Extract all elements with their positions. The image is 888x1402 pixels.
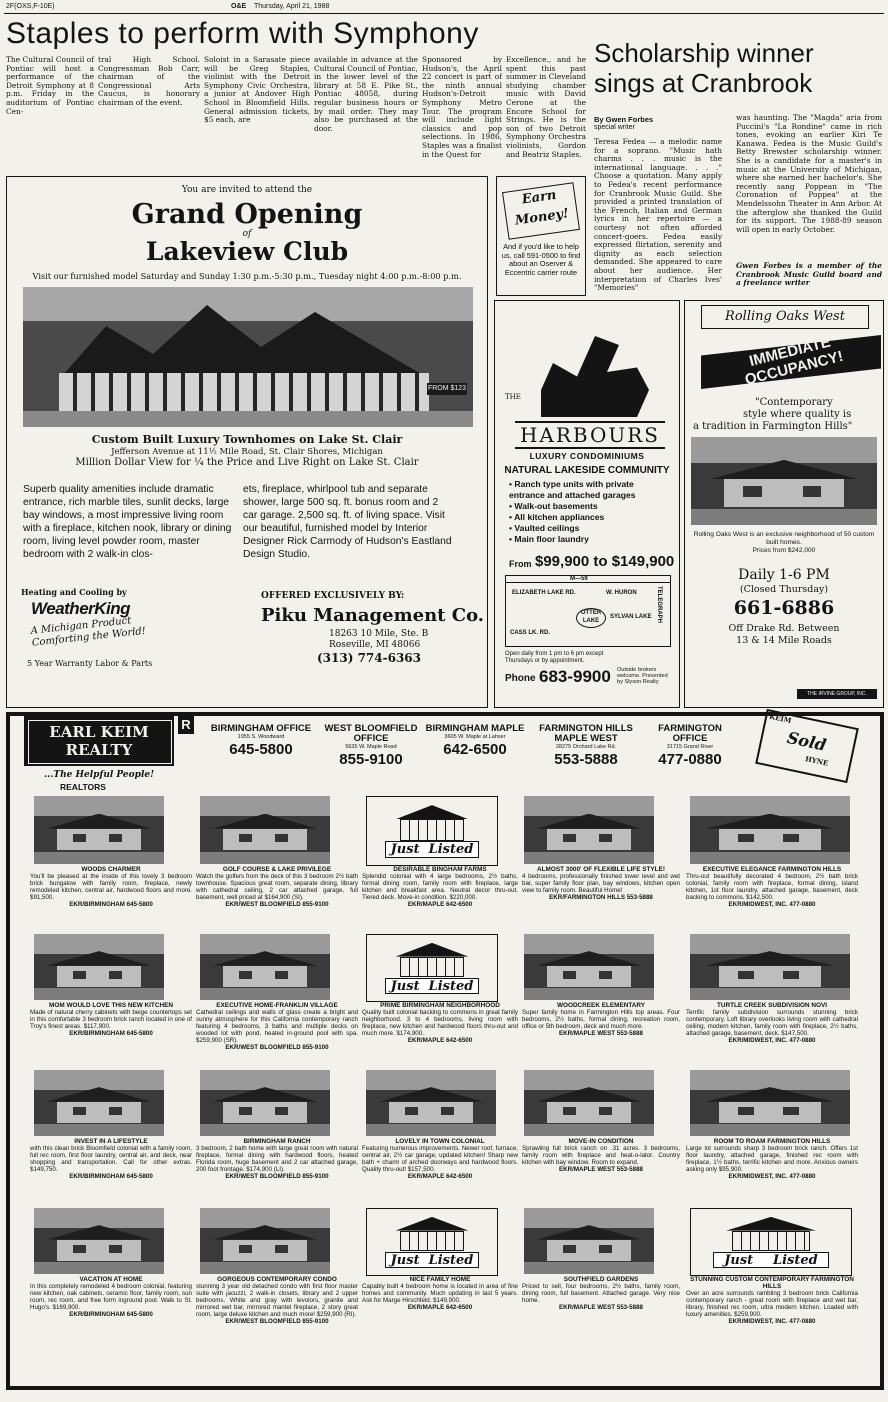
map-label: M—59 xyxy=(570,576,588,582)
just-listed-graphic: Just Listed xyxy=(690,1208,852,1276)
rolling-directions-2: 13 & 14 Mile Roads xyxy=(736,635,832,646)
harbours-logo: HARBOURS xyxy=(515,421,665,449)
model-price-sign: FROM $123 xyxy=(427,383,467,395)
listing-caption: ROOM TO ROAM FARMINGTON HILLS Large lot surrounds sharp 3 bedroom brick ranch. Offers 1st floor laundry, attached garage, finished rec room with fireplace, 1½ baths, terrific kitchen and more. Anxious owners asking only $95,900. EKR/MIDWEST, INC. 477-0880 xyxy=(686,1138,858,1180)
listing-caption: MOVE-IN CONDITION Sprawling full brick ranch on .31 acres. 3 bedrooms, family room with fireplace and heat-o-lator. Country kitchen with bay window. Room to expand. EKR/MAPLE WEST 553-5888 xyxy=(522,1138,680,1173)
sold-sign-bottom: HYNE xyxy=(804,754,830,768)
rolling-tag-3: a tradition in Farmington Hills" xyxy=(693,421,853,432)
lakeview-body-1: Superb quality amenities include dramatic entrance, rich marble tiles, sunlit decks, large bay windows, a most impressive living room with a fireplace, kitchen nook, library or dining room, living level powder room, master bedroom with 2 walk-in clos- xyxy=(23,484,232,560)
listing-photo xyxy=(524,1208,654,1274)
realtor-r-icon: R xyxy=(178,716,194,734)
rolling-daily: Daily 1-6 PM xyxy=(738,567,830,583)
map-label: ELIZABETH LAKE RD. xyxy=(512,590,576,596)
scholarship-headline-1: Scholarship winner xyxy=(594,38,814,68)
listing-caption: INVEST IN A LIFESTYLE with this clean brick Bloomfield colonial with a family room, full rec room, first floor laundry, central air, and deck, near shopping and transportation. Call for other extras. $149,750. EKR/BIRMINGHAM 645-5800 xyxy=(30,1138,192,1180)
harbours-map xyxy=(505,575,671,647)
lakeview-body-2: ets, fireplace, whirlpool tub and separate shower, large 500 sq. ft. bonus room and 2 car garage. 2,500 sq. ft. of living space. Visit our beautiful, furnished model by Interior Designer Rick Carmody of Hudson's Eastland Design Studio. xyxy=(243,484,452,560)
listing-photo xyxy=(34,934,164,1000)
listing-photo xyxy=(524,934,654,1000)
harbours-open: Open daily from 1 pm to 6 pm except Thursdays or by appointment. xyxy=(505,651,604,664)
symphony-col-6: Excellence., and he spent this past summer in Cleveland studying chamber music with David Cerone at the Encore School for Strings. He is the son of two Detroit Symphony Orchestra violinists, Gordon and Beatriz Staples. xyxy=(506,55,586,159)
lakeview-hours: Visit our furnished model Saturday and Sunday 1:30 p.m.-5:30 p.m., Tuesday night 4:00 p.m.-8:00 p.m. xyxy=(32,271,462,281)
listing-photo xyxy=(200,1070,330,1136)
listing-caption: STUNNING CUSTOM CONTEMPORARY FARMINGTON HILLS Over an acre surrounds rambling 3 bedroom brick California contemporary ranch - great room with fireplace and wet bar, library, finished rec room, ultra modern kitchen. Loaded with luxury amenities. $259,900. EKR/MIDWEST, INC. 477-0880 xyxy=(686,1276,858,1325)
earn-money-logo: Earn Money! xyxy=(502,182,580,240)
listing-photo xyxy=(690,796,850,864)
harbours-feature: • All kitchen appliances xyxy=(509,512,605,522)
listing-caption: MOM WOULD LOVE THIS NEW KITCHEN Made of natural cherry cabinets with beige countertops set in this comfortable 3 bedroom brick ranch located in one of Troy's finest areas. $117,900. EKR/BIRMINGHAM 645-5800 xyxy=(30,1002,192,1037)
listing-caption: DESIRABLE BINGHAM FARMS Splendid colonial with 4 large bedrooms, 2½ baths, formal dining room, family room with fireplace, large kitchen and breakfast area. Neutral decor thru-out. Tiered deck. Move-in condition. $220,000. EKR/MAPLE 642-6500 xyxy=(362,866,518,908)
listing-caption: LOVELY IN TOWN COLONIAL Featuring numerous improvements. Newer roof, furnace, central air, 2½ car garage, updated kitchen! Sharp new bath + charm of arched doorways and hardwood floors. Quality thru-out! $157,500. EKR/MAPLE 642-6500 xyxy=(362,1138,518,1180)
listing-photo xyxy=(690,1070,850,1136)
page-folio: 2F(OXS,F-10E) xyxy=(6,3,55,10)
harbours-features xyxy=(509,479,669,545)
listing-caption: EXECUTIVE ELEGANCE FARMINGTON HILLS Thru-out beautifully decorated 4 bedroom, 2½ bath brick colonial, family room with fireplace, formal dining, island kitchen, 1st floor laundry, attached garage, basement, deck backing to commons. $142,500. EKR/MIDWEST, INC. 477-0880 xyxy=(686,866,858,908)
harbours-brokers: Outside brokers welcome. Presented by Slyson Realty xyxy=(617,667,668,686)
listing-photo xyxy=(34,1208,164,1274)
harbours-price: $99,900 to $149,900 xyxy=(535,553,675,570)
map-label: OTTER LAKE xyxy=(576,608,606,628)
listing-caption: NICE FAMILY HOME Capably built 4 bedroom home is located in area of fine homes and community. Much updating in last 5 years. Ask for Marge Hirschfeld. $149,900. EKR/MAPLE 642-6500 xyxy=(362,1276,518,1311)
listing-photo xyxy=(366,1070,496,1136)
scholarship-role: special writer xyxy=(594,124,635,131)
symphony-headline: Staples to perform with Symphony xyxy=(6,17,479,50)
listing-caption: WOODCREEK ELEMENTARY Super family home in Farmington Hills top areas. Four bedrooms, 2½ baths, formal dining, recreation room, office or 5th bedroom, deck and much more. EKR/MAPLE WEST 553-5888 xyxy=(522,1002,680,1037)
listing-photo xyxy=(200,796,330,864)
scholarship-col-b: was haunting. The "Magda" aria from Puccini's "La Rondine" came in rich tones, evoking an earlier Kiri Te Kanawa. Fedea is the Music Guild's Betty Brewster scholarship winner. She is a candidate for a master's in music at the University of Michigan, where she earned her bachelor's. She recently sang Poppean in "The Coronation of Poppea" at the Mendelssohn Theater in Ann Arbor. At the afterglow she thanked the Guild for its support. The 1988-89 season will open in early October. xyxy=(736,113,882,234)
page-header xyxy=(6,3,882,12)
irvine-group-logo: THE IRVINE GROUP, INC. xyxy=(797,689,877,699)
lakeview-subhead-1: Custom Built Luxury Townhomes on Lake St. Clair xyxy=(91,433,403,446)
harbours-the: THE xyxy=(505,393,521,401)
header-rule xyxy=(4,13,884,14)
sold-sign-top: KEIM xyxy=(768,711,793,726)
earl-tagline: ...The Helpful People! xyxy=(44,770,155,780)
harbours-phone-label: Phone xyxy=(505,673,536,684)
symphony-col-1: The Cultural Council of Pontiac will host a performance of the Detroit Symphony at 8 p.m. Friday in the auditorium of Pontiac Cen- xyxy=(6,55,94,116)
office-farmington-hills: FARMINGTON HILLS MAPLE WEST 28275 Orchard Lake Rd. 553-5888 xyxy=(539,723,633,768)
office-birmingham: BIRMINGHAM OFFICE 1955 S. Woodward 645-5800 xyxy=(210,723,312,758)
earl-keim-name: EARL KEIM xyxy=(49,723,149,741)
listing-caption: SOUTHFIELD GARDENS Priced to sell, four bedrooms, 2½ baths, family room, dining room, full basement. Attached garage. Very nice home. EKR/MAPLE WEST 553-5888 xyxy=(522,1276,680,1311)
piku-address-1: 18263 10 Mile, Ste. B xyxy=(329,629,429,639)
earl-keim-logo xyxy=(24,716,174,766)
listing-photo xyxy=(34,1070,164,1136)
harbours-subtitle: LUXURY CONDOMINIUMS xyxy=(529,451,645,461)
lakeview-of: of xyxy=(242,229,252,239)
issue-date: Thursday, April 21, 1988 xyxy=(254,3,330,10)
occupancy-text: IMMEDIATE OCCUPANCY! xyxy=(743,333,845,389)
scholarship-byline: By Gwen Forbes xyxy=(594,115,654,124)
warranty-text: 5 Year Warranty Labor & Parts xyxy=(27,659,153,668)
map-label: TELEGRAPH xyxy=(656,586,662,624)
rolling-directions-1: Off Drake Rd. Between xyxy=(728,623,840,634)
rolling-tag-1: "Contemporary xyxy=(755,397,833,408)
townhomes-photo xyxy=(23,287,473,427)
office-birmingham-maple: BIRMINGHAM MAPLE 3605 W. Maple at Lahser 642-6500 xyxy=(425,723,525,758)
weatherking-logo: WeatherKing xyxy=(31,599,131,618)
listing-photo xyxy=(200,1208,330,1274)
listing-caption: EXECUTIVE HOME-FRANKLIN VILLAGE Cathedral ceilings and walls of glass create a bright and sunny atmosphere for this California contemporary ranch featuring 4 bedrooms, 3 baths and multiple decks on wooded lot with pond, heated in-ground pool with spa. $259,900 (SR). EKR/WEST BLOOMFIELD 855-9100 xyxy=(196,1002,358,1051)
listing-caption: BIRMINGHAM RANCH 3 bedroom, 2 bath home with large great room with natural fireplace, formal dining with hardwood floors, heated Florida room, huge basement and 2 car attached garage, 200 foot frontage. $174,900 (LI). EKR/WEST BLOOMFIELD 855-9100 xyxy=(196,1138,358,1180)
listing-caption: VACATION AT HOME In this completely remodeled 4 bedroom colonial, featuring new kitchen, oak cabinets, ceramic floor, family room, sun room, rec room, and free form inground pool. Walk to St. Hugo's. $169,900. EKR/BIRMINGHAM 645-5800 xyxy=(30,1276,192,1318)
rolling-prices: Prices from $242,000 xyxy=(752,547,816,554)
rolling-closed: (Closed Thursday) xyxy=(739,584,829,595)
scholarship-note: Gwen Forbes is a member of the Cranbrook Music Guild board and a freelance writer xyxy=(736,261,882,288)
rolling-oaks-logo: Rolling Oaks West xyxy=(701,305,869,329)
listing-photo xyxy=(524,796,654,864)
just-listed-graphic: Just Listed xyxy=(366,934,498,1002)
just-listed-graphic: Just Listed xyxy=(366,796,498,866)
map-label: W. HURON xyxy=(606,590,637,596)
listing-photo xyxy=(200,934,330,1000)
earl-realtors: REALTORS xyxy=(60,782,106,792)
harbours-feature: • Vaulted ceilings xyxy=(509,523,580,533)
symphony-col-5: Sponsored by Hudson's, the April 22 concert is part of the ninth annual Hudson's-Detroit Symphony Metro Tour. The program will include light classics and pop selections. In 1986, Staples was a finalist in the Quest for xyxy=(422,55,502,159)
symphony-col-3: Soloist in a Sarasate piece will be Greg Staples, violinist with the Detroit Symphony Civic Orchestra, a junior at Andover High School in Bloomfield Hills. General admission tickets, $5 each, are xyxy=(204,55,310,125)
harbours-community: NATURAL LAKESIDE COMMUNITY xyxy=(504,465,670,476)
rolling-oaks-ad xyxy=(684,300,884,708)
listing-caption: WOODS CHARMER You'll be pleased at the inside of this lovely 3 bedroom brick bungalow with family room, fireplace, newly remodeled kitchen, central air, hardwood floors and more. $91,500. EKR/BIRMINGHAM 645-5800 xyxy=(30,866,192,908)
carrier-text: And if you'd like to help us, call 591-0500 to find about an Oserver & Eccentric carrier route xyxy=(501,242,581,277)
earl-keim-realty: REALTY xyxy=(65,741,133,759)
rolling-tag-2: style where quality is xyxy=(743,409,852,420)
listing-caption: ALMOST 3000' OF FLEXIBLE LIFE STYLE! 4 bedrooms, professionally finished lower level and wet bar, super family floor plan, bay windows, kitchen open view to family room. Beautiful Home! EKR/FARMINGTON HILLS 553-5888 xyxy=(522,866,680,901)
listing-caption: TURTLE CREEK SUBDIVISION NOVI Terrific family subdivision surrounds stunning brick contemporary. Loft library overlooks living room with cathedral ceiling, modern kitchen, family room with fireplace, 2½ baths, attached garage, basement, deck. $147,500. EKR/MIDWEST, INC. 477-0880 xyxy=(686,1002,858,1044)
harbours-feature: • Walk-out basements xyxy=(509,501,598,511)
listing-caption: GOLF COURSE & LAKE PRIVILEGE Watch the golfers from the deck of this 3 bedroom 2½ bath townhouse. Spacious great room, separate dining, library with cathedral ceiling, 2 car attached garage, full basement, well priced at $164,900 (SI). EKR/WEST BLOOMFIELD 855-9100 xyxy=(196,866,358,908)
paper-name: O&E xyxy=(231,3,247,10)
office-west-bloomfield: WEST BLOOMFIELD OFFICE 5635 W. Maple Road 855-9100 xyxy=(324,723,418,768)
map-label: SYLVAN LAKE xyxy=(610,614,652,620)
map-label: CASS LK. RD. xyxy=(510,630,551,636)
sold-sign-sold: Sold xyxy=(785,727,829,755)
piku-company: Piku Management Co. xyxy=(261,605,485,626)
carrier-box xyxy=(496,176,586,296)
lakeview-subhead-3: Million Dollar View for ¼ the Price and Live Right on Lake St. Clair xyxy=(75,457,419,468)
symphony-col-2: tral High School. Congressman Bob Carr, chairman of the Congressional Arts Caucus, is honorary chairman of the event. xyxy=(98,55,200,107)
lakeview-title-1: Grand Opening xyxy=(131,199,363,230)
listing-caption: PRIME BIRMINGHAM NEIGHBORHOOD Quality built colonial backing to commons in great family neighborhood. 3 to 4 bedrooms, living room with fireplace, new kitchen and hardwood floors thru-out and much more. $174,900. EKR/MAPLE 642-6500 xyxy=(362,1002,518,1044)
lakeview-invite: You are invited to attend the xyxy=(181,185,313,195)
listing-photo xyxy=(524,1070,654,1136)
lakeview-club-ad xyxy=(6,176,488,708)
weatherking-slogan: A Michigan Product Comforting the World! xyxy=(30,615,147,649)
listing-photo xyxy=(690,934,850,1000)
piku-address-2: Roseville, MI 48066 xyxy=(329,640,421,650)
listing-photo xyxy=(34,796,164,864)
offered-label: OFFERED EXCLUSIVELY BY: xyxy=(261,591,405,601)
listing-caption: GORGEOUS CONTEMPORARY CONDO stunning 3 year old detached condo with first floor master suite with jacuzzi, 2 walk-in closets, library and 2 upper bedrooms. White and gray with levolors, granite and mirrored wet bar, mirrored mantel fireplace, 2 story great room, large deluxe kitchen and much more! $259,900 (RI). EKR/WEST BLOOMFIELD 855-9100 xyxy=(196,1276,358,1325)
harbours-phone: 683-9900 xyxy=(539,667,611,686)
heating-label: Heating and Cooling by xyxy=(21,587,127,597)
office-farmington: FARMINGTON OFFICE 31715 Grand River 477-0880 xyxy=(658,723,722,768)
lakeview-title-2: Lakeview Club xyxy=(145,237,349,266)
rolling-desc: Rolling Oaks West is an exclusive neighborhood of 50 custom built homes. xyxy=(693,531,875,546)
harbours-feature: • Main floor laundry xyxy=(509,534,589,544)
lakeview-subhead-2: Jefferson Avenue at 11½ Mile Road, St. Clair Shores, Michigan xyxy=(111,447,383,457)
harbours-price-from: From xyxy=(509,559,532,569)
harbours-feature: • Ranch type units with private entrance and attached garages xyxy=(509,479,636,500)
symphony-col-4: available in advance at the Cultural Council of Pontiac, in the lower level of the library at 58 E. Pike St., Pontiac 48058, during regular business hours or by mail order. They may also be purchased at the door. xyxy=(314,55,418,133)
harbours-ad xyxy=(494,300,680,708)
swan-logo xyxy=(529,327,649,417)
rolling-phone: 661-6886 xyxy=(733,597,835,619)
scholarship-headline-2: sings at Cranbrook xyxy=(594,68,813,98)
rolling-oaks-photo xyxy=(691,437,877,525)
scholarship-col-a: Teresa Fedea — a melodic name for a soprano. "Music hath charms . . . music is the international language. . . ." Choose a quotation. Many apply to Fedea's recent performance for Cranbrook Music Guild. She provided a printed translation of the French, Italian and German lyrics in her repertoire — a courtesy not often afforded concert-goers. Fedea easily expressed flirtation, serenity and dignity as each selection demanded. She appeared to care about her audience. Her interpretation of Charles Ives' "Memories" xyxy=(594,137,722,293)
piku-phone: (313) 774-6363 xyxy=(317,651,422,665)
just-listed-graphic: Just Listed xyxy=(366,1208,498,1276)
